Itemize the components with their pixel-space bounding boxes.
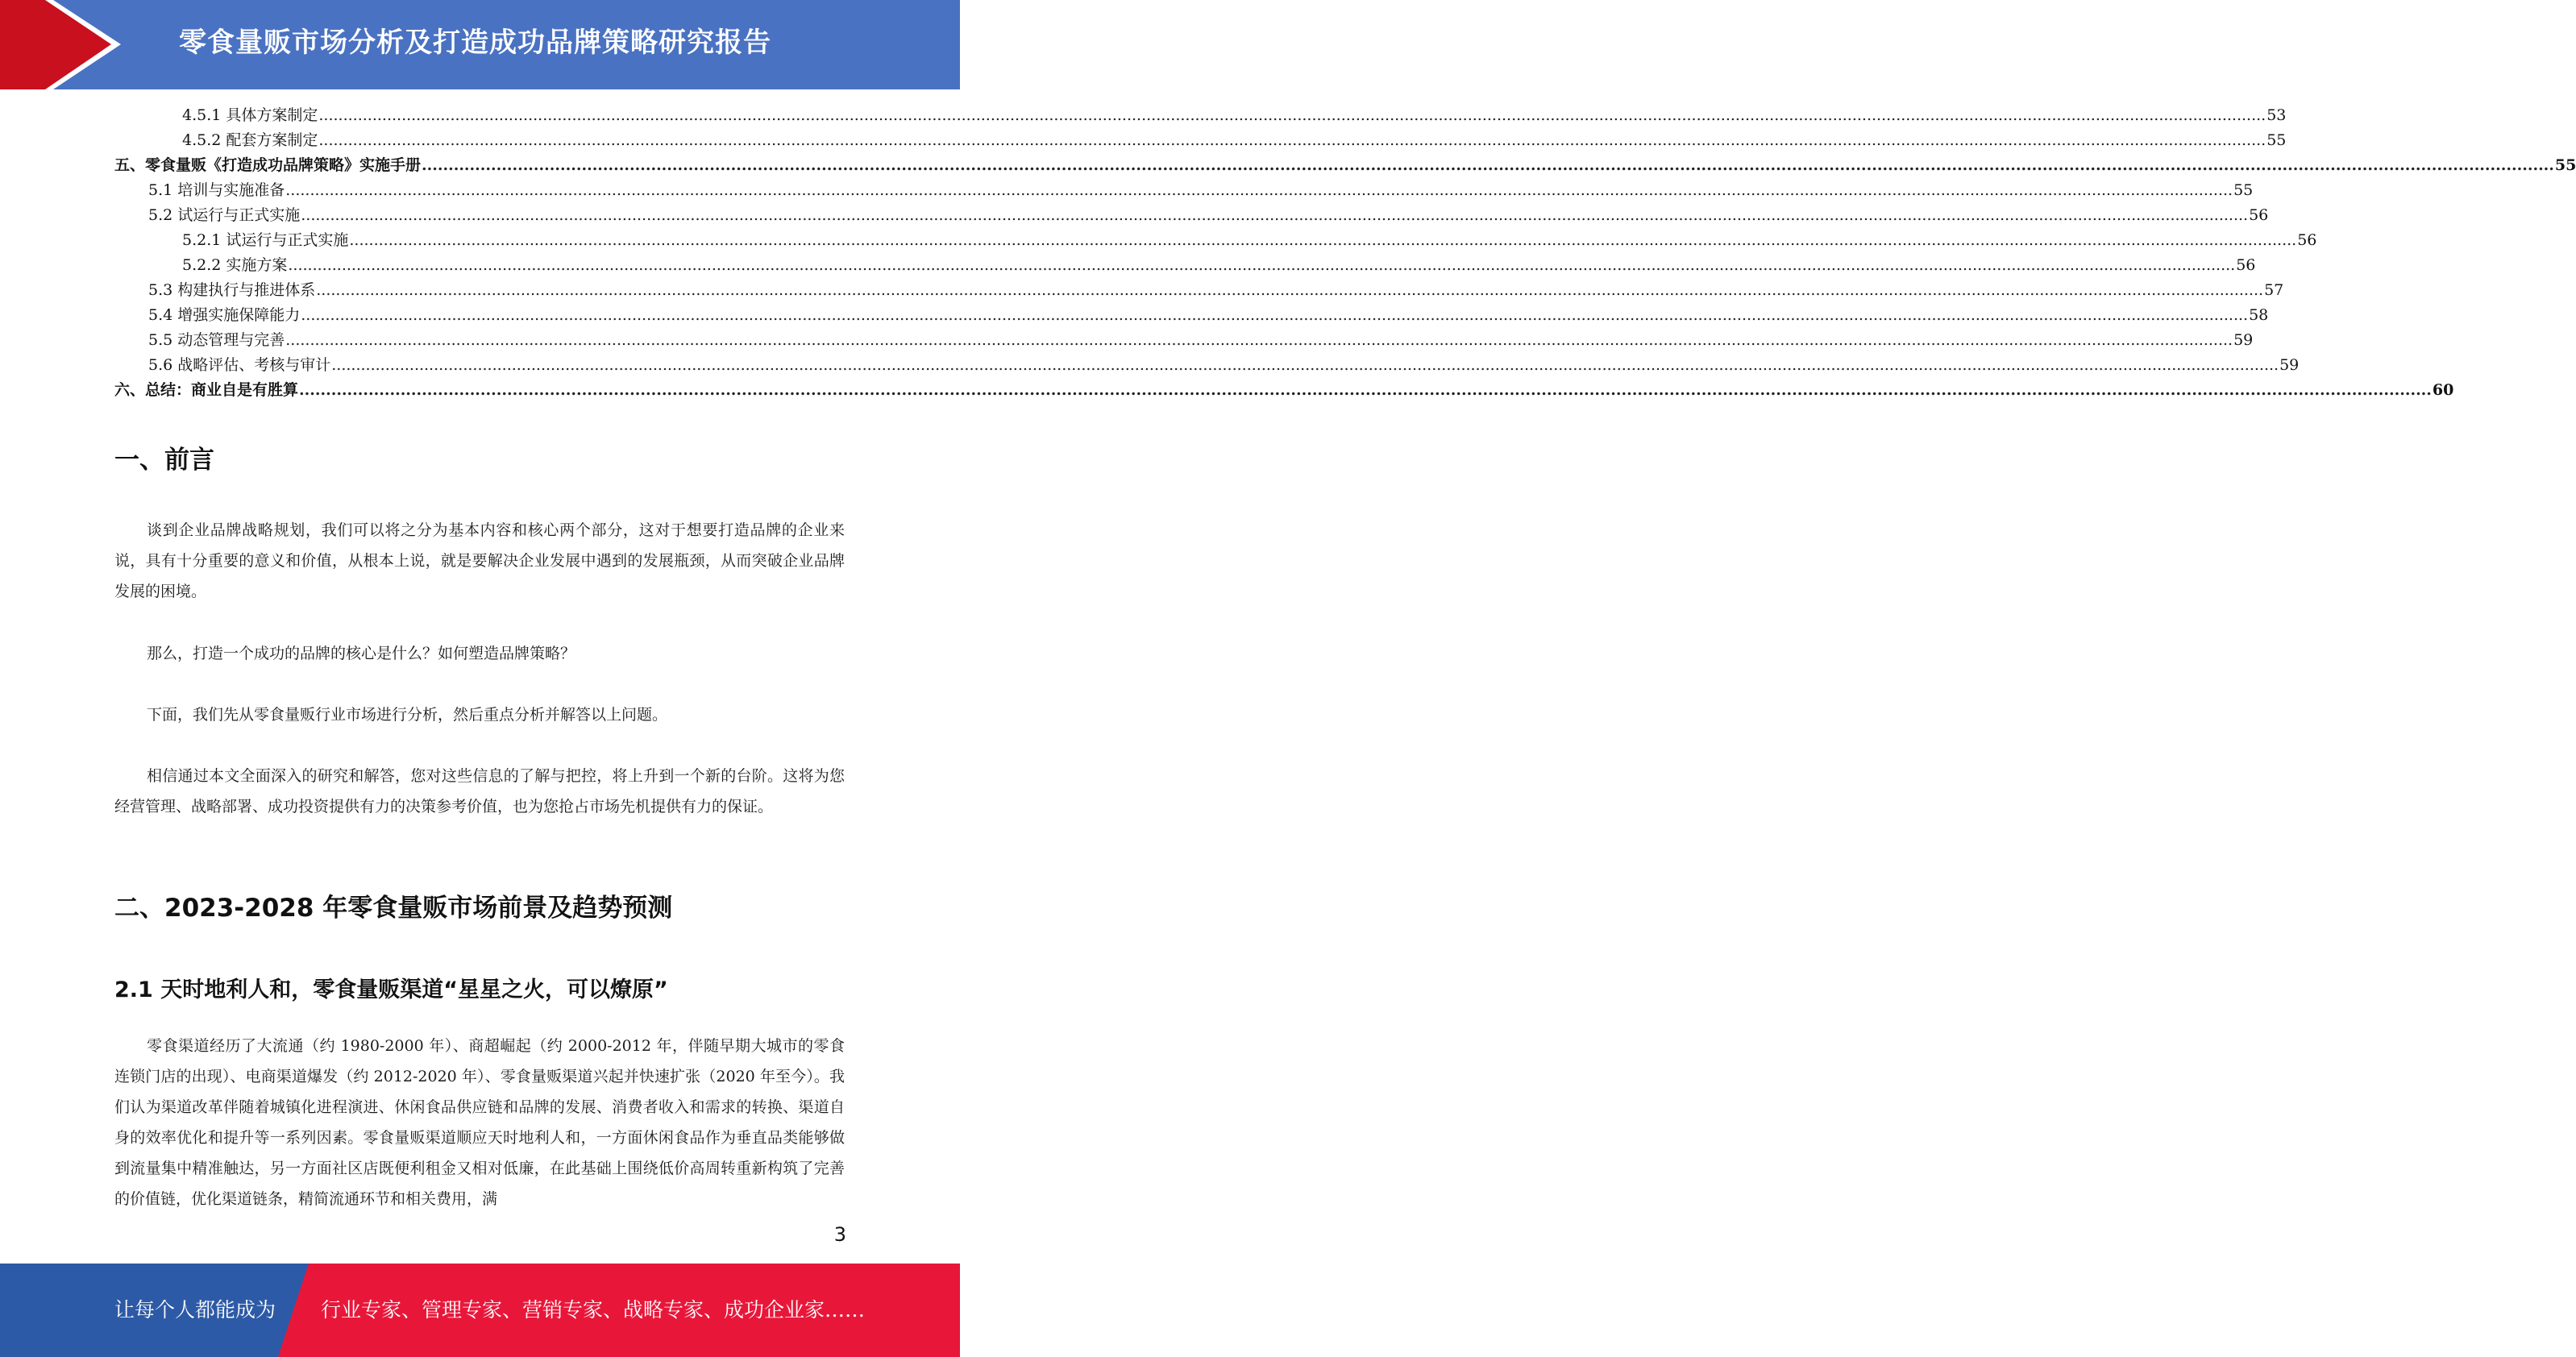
- toc-dot-leader: ................................................................................................................................................................................................................................................................................................................................................................................................................: [288, 256, 2236, 274]
- toc-dot-leader: ................................................................................................................................................................................................................................................................................................................................................................................................................: [301, 206, 2249, 224]
- toc-entry-title: 4.5.1 具体方案制定: [182, 106, 318, 124]
- toc-entry-page: 55: [2266, 131, 2287, 149]
- toc-entry-title: 5.4 增强实施保障能力: [148, 306, 301, 324]
- toc-dot-leader: ................................................................................................................................................................................................................................................................................................................................................................................................................: [422, 156, 2554, 174]
- toc-entry-page: 55: [2554, 156, 2576, 174]
- page-number: 3: [833, 1223, 846, 1246]
- toc-entry-title: 5.2.1 试运行与正式实施: [182, 231, 349, 249]
- toc-entry-page: 57: [2264, 281, 2284, 299]
- toc-entry-page: 55: [2233, 181, 2254, 199]
- toc-dot-leader: ................................................................................................................................................................................................................................................................................................................................................................................................................: [318, 131, 2266, 149]
- toc-entry-title: 5.2.2 实施方案: [182, 256, 288, 274]
- toc-entry-page: 58: [2249, 306, 2269, 324]
- toc-entry-page: 59: [2279, 356, 2300, 374]
- toc-entry[interactable]: [114, 228, 2317, 253]
- paragraph: 相信通过本文全面深入的研究和解答，您对这些信息的了解与把控，将上升到一个新的台阶。这将为您经营管理、战略部署、成功投资提供有力的决策参考价值，也为您抢占市场先机提供有力的保证。: [114, 767, 845, 815]
- toc-entry-page: 53: [2266, 106, 2287, 124]
- section-heading-preface: 一、前言: [114, 446, 214, 475]
- subsection-heading: 2.1 天时地利人和，零食量贩渠道“星星之火，可以燎原”: [114, 977, 668, 1002]
- footer-slogan-right: 行业专家、管理专家、营销专家、战略专家、成功企业家……: [321, 1298, 866, 1322]
- toc-dot-leader: ................................................................................................................................................................................................................................................................................................................................................................................................................: [301, 306, 2249, 324]
- paragraph: 零食渠道经历了大流通（约 1980-2000 年）、商超崛起（约 2000-2012 年，伴随早期大城市的零食连锁门店的出现）、电商渠道爆发（约 2012-2020 年）、零食量贩渠道兴起并快速扩张（2020 年至今）。我们认为渠道改革伴随着城镇化进程演进、休闲食品供应链和品牌的发展、消费者收入和需求的转换、渠道自身的效率优化和提升等一系列因素。零食量贩渠道顺应天时地利人和，一方面休闲食品作为垂直品类能够做到流量集中精准触达，另一方面社区店既便利租金又相对低廉，在此基础上围绕低价高周转重新构筑了完善的价值链，优化渠道链条，精简流通环节和相关费用，满: [114, 1037, 845, 1208]
- footer-slogan-left: 让每个人都能成为: [114, 1298, 276, 1322]
- toc-entry-page: 59: [2233, 331, 2254, 349]
- toc-entry[interactable]: [114, 128, 2287, 153]
- toc-dot-leader: ................................................................................................................................................................................................................................................................................................................................................................................................................: [285, 181, 2233, 199]
- toc-entry-title: 六、总结：商业自是有胜算: [114, 381, 299, 399]
- toc-entry-title: 5.5 动态管理与完善: [148, 331, 285, 349]
- toc-dot-leader: ................................................................................................................................................................................................................................................................................................................................................................................................................: [285, 331, 2233, 349]
- page-header: [0, 0, 960, 89]
- toc-entry[interactable]: [114, 253, 2256, 278]
- toc-entry[interactable]: [114, 328, 2254, 353]
- page-footer: [0, 1264, 960, 1357]
- toc-entry-page: 60: [2432, 381, 2454, 399]
- toc-entry-page: 56: [2249, 206, 2269, 224]
- toc-dot-leader: ................................................................................................................................................................................................................................................................................................................................................................................................................: [299, 381, 2432, 399]
- toc-entry[interactable]: [114, 103, 2287, 128]
- toc-entry[interactable]: [114, 178, 2254, 203]
- toc-entry[interactable]: [114, 153, 2576, 178]
- toc-entry[interactable]: [114, 378, 2454, 403]
- paragraph: 那么，打造一个成功的品牌的核心是什么？如何塑造品牌策略？: [147, 645, 576, 662]
- toc-entry-title: 5.3 构建执行与推进体系: [148, 281, 316, 299]
- toc-dot-leader: ................................................................................................................................................................................................................................................................................................................................................................................................................: [316, 281, 2264, 299]
- toc-dot-leader: ................................................................................................................................................................................................................................................................................................................................................................................................................: [349, 231, 2297, 249]
- toc-entry-title: 5.1 培训与实施准备: [148, 181, 285, 199]
- paragraph: 谈到企业品牌战略规划，我们可以将之分为基本内容和核心两个部分，这对于想要打造品牌的企业来说，具有十分重要的意义和价值，从根本上说，就是要解决企业发展中遇到的发展瓶颈，从而突破企业品牌发展的困境。: [114, 521, 845, 600]
- toc-entry-page: 56: [2297, 231, 2317, 249]
- paragraph: 下面，我们先从零食量贩行业市场进行分析，然后重点分析并解答以上问题。: [147, 706, 668, 724]
- document-title: 零食量贩市场分析及打造成功品牌策略研究报告: [179, 27, 771, 59]
- toc-entry-title: 4.5.2 配套方案制定: [182, 131, 318, 149]
- toc-entry[interactable]: [114, 278, 2284, 303]
- section-heading-forecast: 二、2023-2028 年零食量贩市场前景及趋势预测: [114, 894, 673, 923]
- toc-entry[interactable]: [114, 203, 2269, 228]
- toc-entry-title: 5.6 战略评估、考核与审计: [148, 356, 331, 374]
- toc-entry[interactable]: [114, 303, 2269, 328]
- toc-dot-leader: ................................................................................................................................................................................................................................................................................................................................................................................................................: [331, 356, 2279, 374]
- toc-entry-page: 56: [2236, 256, 2256, 274]
- toc-entry-title: 5.2 试运行与正式实施: [148, 206, 301, 224]
- toc-entry[interactable]: [114, 353, 2300, 378]
- toc-dot-leader: ................................................................................................................................................................................................................................................................................................................................................................................................................: [318, 106, 2266, 124]
- table-of-contents: [114, 103, 2576, 403]
- toc-entry-title: 五、零食量贩《打造成功品牌策略》实施手册: [114, 156, 422, 174]
